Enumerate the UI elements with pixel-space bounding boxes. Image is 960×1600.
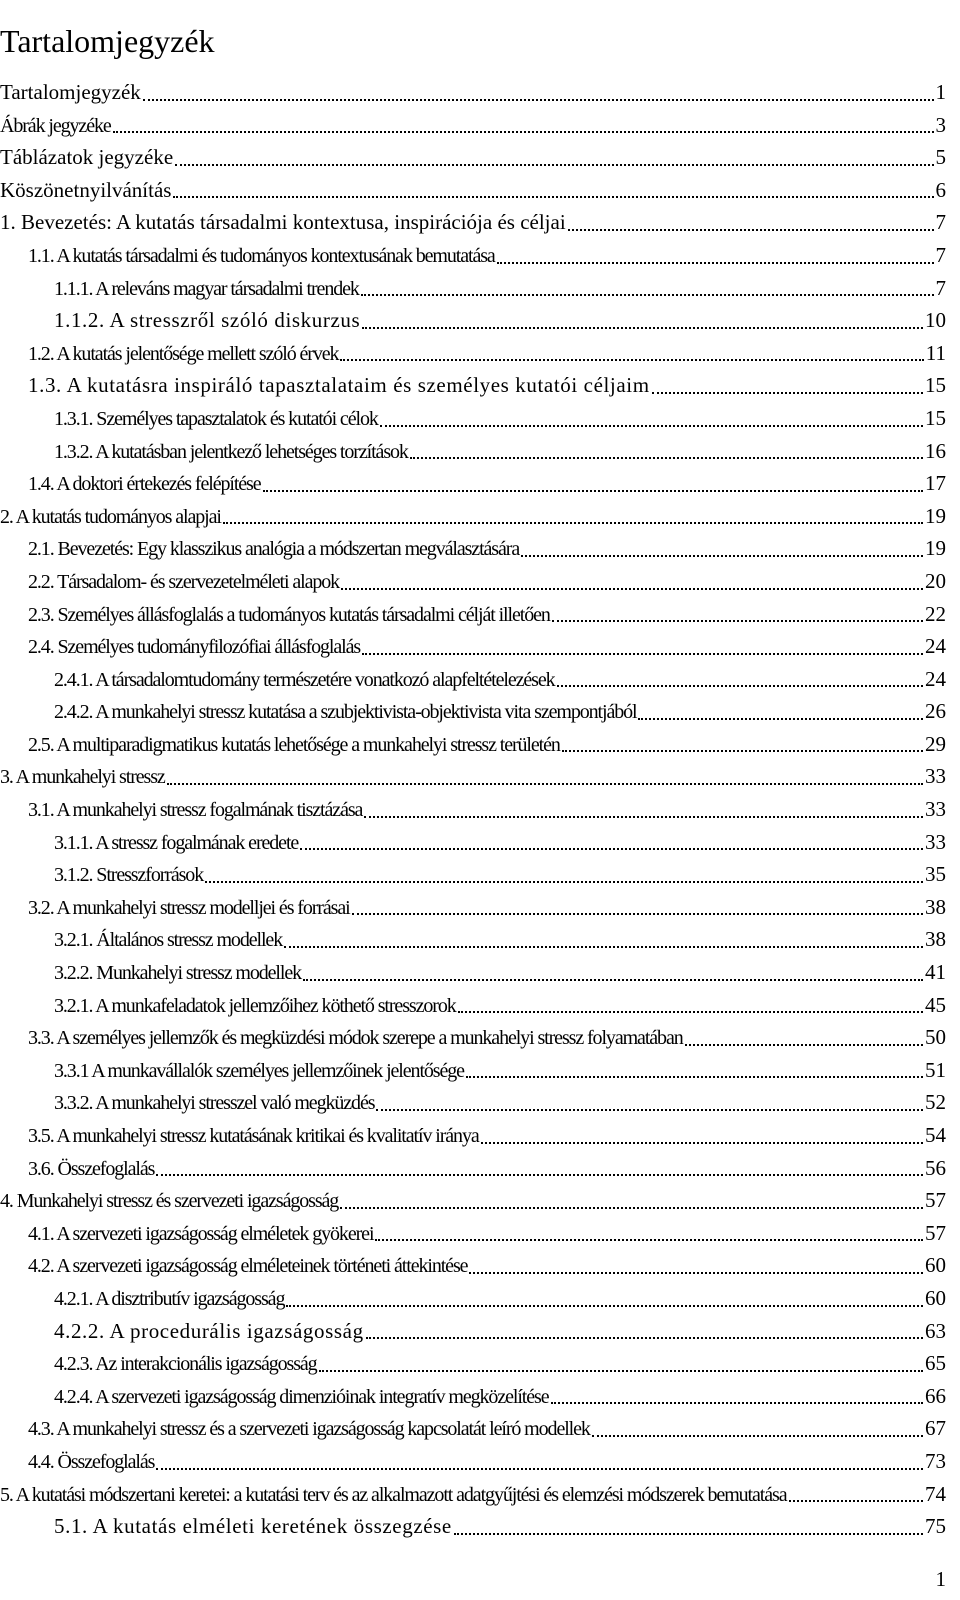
toc-entry[interactable] (0, 598, 946, 631)
toc-entry-label: 3.2.1. A munkafeladatok jellemzőihez köthető stresszorok (54, 994, 456, 1017)
toc-entry-label: 3.2.2. Munkahelyi stressz modellek (54, 962, 301, 985)
toc-entry-page: 41 (925, 960, 946, 985)
dot-leader (458, 1011, 923, 1013)
toc-entry-label: 5. A kutatási módszertani keretei: a kutatási terv és az alkalmazott adatgyűjtési és elemzési módszerek bemutatása (0, 1483, 787, 1506)
dot-leader (303, 979, 923, 981)
toc-entry-label: 4. Munkahelyi stressz és szervezeti igazságosság (0, 1190, 339, 1213)
toc-entry[interactable] (0, 1152, 946, 1185)
toc-entry-page: 19 (925, 536, 946, 561)
toc-entry-page: 20 (925, 568, 946, 593)
toc-entry-page: 15 (925, 373, 946, 398)
toc-entry-label: 2.4.1. A társadalomtudomány természetére vonatkozó alapfeltételezések (54, 668, 555, 691)
toc-entry-page: 66 (925, 1383, 946, 1408)
toc-entry-label: 2.3. Személyes állásfoglalás a tudományos kutatás társadalmi célját illetően (28, 603, 550, 626)
toc-entry[interactable] (0, 1412, 946, 1445)
toc-entry-page: 56 (925, 1155, 946, 1180)
dot-leader (376, 1109, 923, 1111)
toc-entry-label: 1.3.1. Személyes tapasztalatok és kutatói célok (54, 407, 378, 430)
dot-leader (143, 99, 934, 101)
toc-entry[interactable] (0, 695, 946, 728)
toc-entry-page: 29 (925, 731, 946, 756)
toc-entry-label: 2. A kutatás tudományos alapjai (0, 505, 221, 528)
toc-entry-label: Köszönetnyilvánítás (0, 177, 172, 202)
toc-entry-label: 3.1.1. A stressz fogalmának eredete (54, 831, 299, 854)
toc-entry-page: 15 (925, 405, 946, 430)
toc-entry[interactable] (0, 1282, 946, 1315)
dot-leader (263, 490, 923, 492)
toc-entry-label: 1. Bevezetés: A kutatás társadalmi kontextusa, inspirációja és céljai (0, 210, 566, 235)
dot-leader (175, 164, 933, 166)
toc-entry[interactable] (0, 239, 946, 272)
toc-entry-page: 6 (935, 177, 946, 202)
dot-leader (362, 327, 923, 329)
toc-entry-label: 4.2. A szervezeti igazságosság elméleteinek történeti áttekintése (28, 1255, 468, 1278)
toc-entry[interactable] (0, 793, 946, 826)
toc-entry-page: 51 (925, 1057, 946, 1082)
toc-entry-label: 4.2.4. A szervezeti igazságosság dimenzióinak integratív megközelítése (54, 1385, 549, 1408)
toc-entry[interactable] (0, 989, 946, 1022)
toc-entry-page: 5 (935, 145, 946, 170)
toc-entry-label: 4.4. Összefoglalás (28, 1450, 155, 1473)
toc-entry-label: 3. A munkahelyi stressz (0, 766, 165, 789)
toc-entry[interactable] (0, 1315, 946, 1348)
toc-entry-label: 3.3.2. A munkahelyi stresszel való megküzdés (54, 1092, 375, 1115)
toc-entry-page: 33 (925, 829, 946, 854)
toc-entry[interactable] (0, 565, 946, 598)
toc-entry-page: 16 (925, 438, 946, 463)
toc-entry-page: 60 (925, 1285, 946, 1310)
toc-entry-page: 60 (925, 1253, 946, 1278)
toc-entry-page: 45 (925, 992, 946, 1017)
toc-entry[interactable] (0, 663, 946, 696)
dot-leader (361, 294, 934, 296)
toc-entry-page: 54 (925, 1123, 946, 1147)
toc-entry-page: 19 (925, 503, 946, 528)
toc-entry[interactable] (0, 272, 946, 305)
toc-entry[interactable] (0, 1119, 946, 1152)
page-title: Tartalomjegyzék (0, 23, 215, 60)
toc-entry-label: 2.5. A multiparadigmatikus kutatás lehetősége a munkahelyi stressz területén (28, 733, 560, 756)
dot-leader (410, 457, 923, 459)
toc-entry-page: 3 (935, 112, 946, 137)
toc-entry[interactable] (0, 435, 946, 468)
toc-entry-label: 1.1.2. A stresszről szóló diskurzus (54, 308, 361, 333)
toc-entry[interactable] (0, 174, 946, 207)
dot-leader (205, 881, 923, 883)
toc-entry[interactable] (0, 402, 946, 435)
dot-leader (521, 555, 923, 557)
toc-entry[interactable] (0, 1217, 946, 1250)
dot-leader (557, 685, 923, 687)
dot-leader (362, 653, 923, 655)
toc-entry-label: 1.3.2. A kutatásban jelentkező lehetséges torzítások (54, 440, 408, 463)
toc-entry-page: 7 (935, 242, 946, 267)
toc-entry-label: 4.2.1. A disztributív igazságosság (54, 1287, 285, 1310)
toc-entry-page: 24 (925, 634, 946, 659)
toc-entry-label: 3.3. A személyes jellemzők és megküzdési módok szerepe a munkahelyi stressz folyamatában (28, 1027, 683, 1050)
dot-leader (300, 848, 923, 850)
dot-leader (341, 588, 923, 590)
dot-leader (286, 1305, 923, 1307)
toc-entry-page: 26 (925, 699, 946, 724)
toc-entry[interactable] (0, 500, 946, 533)
toc-entry[interactable] (0, 76, 946, 109)
toc-entry-page: 22 (925, 601, 946, 626)
toc-entry-page: 33 (925, 764, 946, 789)
toc-entry-label: 1.1. A kutatás társadalmi és tudományos kontextusának bemutatása (28, 244, 495, 267)
toc-entry[interactable] (0, 304, 946, 337)
toc-entry-page: 7 (935, 275, 946, 300)
dot-leader (454, 1533, 923, 1535)
toc-entry[interactable] (0, 1086, 946, 1119)
toc-entry-page: 63 (925, 1318, 946, 1343)
toc-entry[interactable] (0, 1380, 946, 1413)
toc-entry-page: 33 (925, 797, 946, 822)
dot-leader (340, 359, 923, 361)
dot-leader (652, 392, 923, 394)
toc-entry-page: 38 (925, 927, 946, 952)
toc-entry-page: 52 (925, 1090, 946, 1115)
toc-entry-page: 75 (925, 1514, 946, 1539)
toc-entry-page: 50 (925, 1025, 946, 1050)
toc-entry-label: 4.2.2. A procedurális igazságosság (54, 1318, 364, 1343)
toc-entry-label: 1.2. A kutatás jelentősége mellett szóló érvek (28, 342, 339, 365)
dot-leader (466, 1076, 923, 1078)
toc-entry-page: 74 (925, 1481, 946, 1506)
toc-entry-label: 4.1. A szervezeti igazságosság elméletek gyökerei (28, 1222, 374, 1245)
dot-leader (319, 1370, 923, 1372)
toc-entry-label: 3.1.2. Stresszforrások (54, 864, 204, 887)
toc-entry[interactable] (0, 337, 946, 370)
dot-leader (562, 750, 923, 752)
toc-entry[interactable] (0, 923, 946, 956)
page-number: 1 (935, 1567, 946, 1591)
dot-leader (497, 262, 934, 264)
dot-leader (113, 131, 934, 133)
toc-entry[interactable] (0, 1478, 946, 1511)
dot-leader (156, 1468, 923, 1470)
dot-leader (685, 1044, 923, 1046)
toc-entry[interactable] (0, 369, 946, 402)
dot-leader (167, 783, 923, 785)
toc-entry[interactable] (0, 1510, 946, 1543)
toc-entry-label: 3.5. A munkahelyi stressz kutatásának kritikai és kvalitatív iránya (28, 1125, 479, 1147)
toc-entry-page: 65 (925, 1351, 946, 1376)
toc-entry-label: 4.3. A munkahelyi stressz és a szervezeti igazságosság kapcsolatát leíró modellek (28, 1418, 590, 1441)
toc-entry-label: 5.1. A kutatás elméleti keretének összegzése (54, 1514, 452, 1539)
toc-entry-label: 3.6. Összefoglalás (28, 1157, 155, 1180)
dot-leader (223, 522, 923, 524)
toc-entry[interactable] (0, 826, 946, 859)
toc-entry-label: 1.3. A kutatásra inspiráló tapasztalataim és személyes kutatói céljaim (28, 373, 650, 398)
toc-entry-page: 67 (925, 1416, 946, 1441)
toc-entry[interactable] (0, 1445, 946, 1478)
toc-entry-label: 4.2.3. Az interakcionális igazságosság (54, 1353, 317, 1376)
dot-leader (366, 1337, 923, 1339)
toc-entry-label: 1.4. A doktori értekezés felépítése (28, 473, 261, 496)
toc-entry[interactable] (0, 891, 946, 924)
toc-entry-label: 3.1. A munkahelyi stressz fogalmának tisztázása (28, 799, 363, 822)
table-of-contents (0, 76, 946, 1543)
toc-entry[interactable] (0, 109, 946, 142)
toc-entry-page: 57 (925, 1188, 946, 1213)
toc-entry[interactable] (0, 1021, 946, 1054)
toc-entry-label: 2.1. Bevezetés: Egy klasszikus analógia a módszertan megválasztására (28, 538, 520, 561)
toc-entry-label: 2.4. Személyes tudományfilozófiai állásfoglalás (28, 636, 361, 659)
toc-entry-page: 35 (925, 862, 946, 887)
toc-entry-label: 3.2.1. Általános stressz modellek (54, 929, 283, 952)
toc-entry[interactable] (0, 467, 946, 500)
dot-leader (568, 229, 934, 231)
toc-entry-label: Táblázatok jegyzéke (0, 145, 174, 170)
toc-entry[interactable] (0, 858, 946, 891)
toc-entry-page: 73 (925, 1448, 946, 1473)
dot-leader (364, 816, 923, 818)
dot-leader (380, 425, 923, 427)
toc-entry-label: 1.1.1. A releváns magyar társadalmi trendek (54, 277, 359, 300)
toc-entry[interactable] (0, 1347, 946, 1380)
toc-entry[interactable] (0, 728, 946, 761)
toc-entry-page: 57 (925, 1220, 946, 1245)
dot-leader (592, 1435, 923, 1437)
toc-entry[interactable] (0, 956, 946, 989)
dot-leader (638, 718, 923, 720)
dot-leader (284, 946, 923, 948)
toc-entry[interactable] (0, 1249, 946, 1282)
toc-entry-label: 3.2. A munkahelyi stressz modelljei és forrásai (28, 896, 350, 919)
toc-entry-page: 1 (935, 80, 946, 104)
dot-leader (375, 1239, 923, 1241)
dot-leader (789, 1500, 924, 1502)
toc-entry[interactable] (0, 1054, 946, 1087)
toc-entry[interactable] (0, 630, 946, 663)
toc-entry[interactable] (0, 206, 946, 239)
dot-leader (173, 196, 933, 198)
toc-entry[interactable] (0, 760, 946, 793)
toc-entry-page: 38 (925, 894, 946, 919)
toc-entry[interactable] (0, 532, 946, 565)
toc-entry-page: 11 (925, 340, 946, 365)
toc-entry-page: 24 (925, 666, 946, 691)
toc-entry-page: 17 (925, 471, 946, 496)
toc-entry-label: 2.4.2. A munkahelyi stressz kutatása a szubjektivista-objektivista vita szempontjából (54, 701, 637, 724)
dot-leader (469, 1272, 923, 1274)
toc-entry-label: Tartalomjegyzék (0, 80, 141, 104)
dot-leader (552, 620, 923, 622)
toc-entry[interactable] (0, 141, 946, 174)
toc-entry-label: Ábrák jegyzéke (0, 114, 111, 137)
dot-leader (481, 1142, 923, 1144)
toc-entry-label: 3.3.1 A munkavállalók személyes jellemzőinek jelentősége (54, 1059, 464, 1082)
toc-entry-label: 2.2. Társadalom- és szervezetelméleti alapok (28, 570, 340, 593)
toc-entry[interactable] (0, 1184, 946, 1217)
toc-entry-page: 10 (925, 308, 946, 333)
dot-leader (551, 1402, 924, 1404)
dot-leader (340, 1207, 923, 1209)
dot-leader (156, 1174, 923, 1176)
toc-entry-page: 7 (935, 210, 946, 235)
dot-leader (352, 913, 923, 915)
